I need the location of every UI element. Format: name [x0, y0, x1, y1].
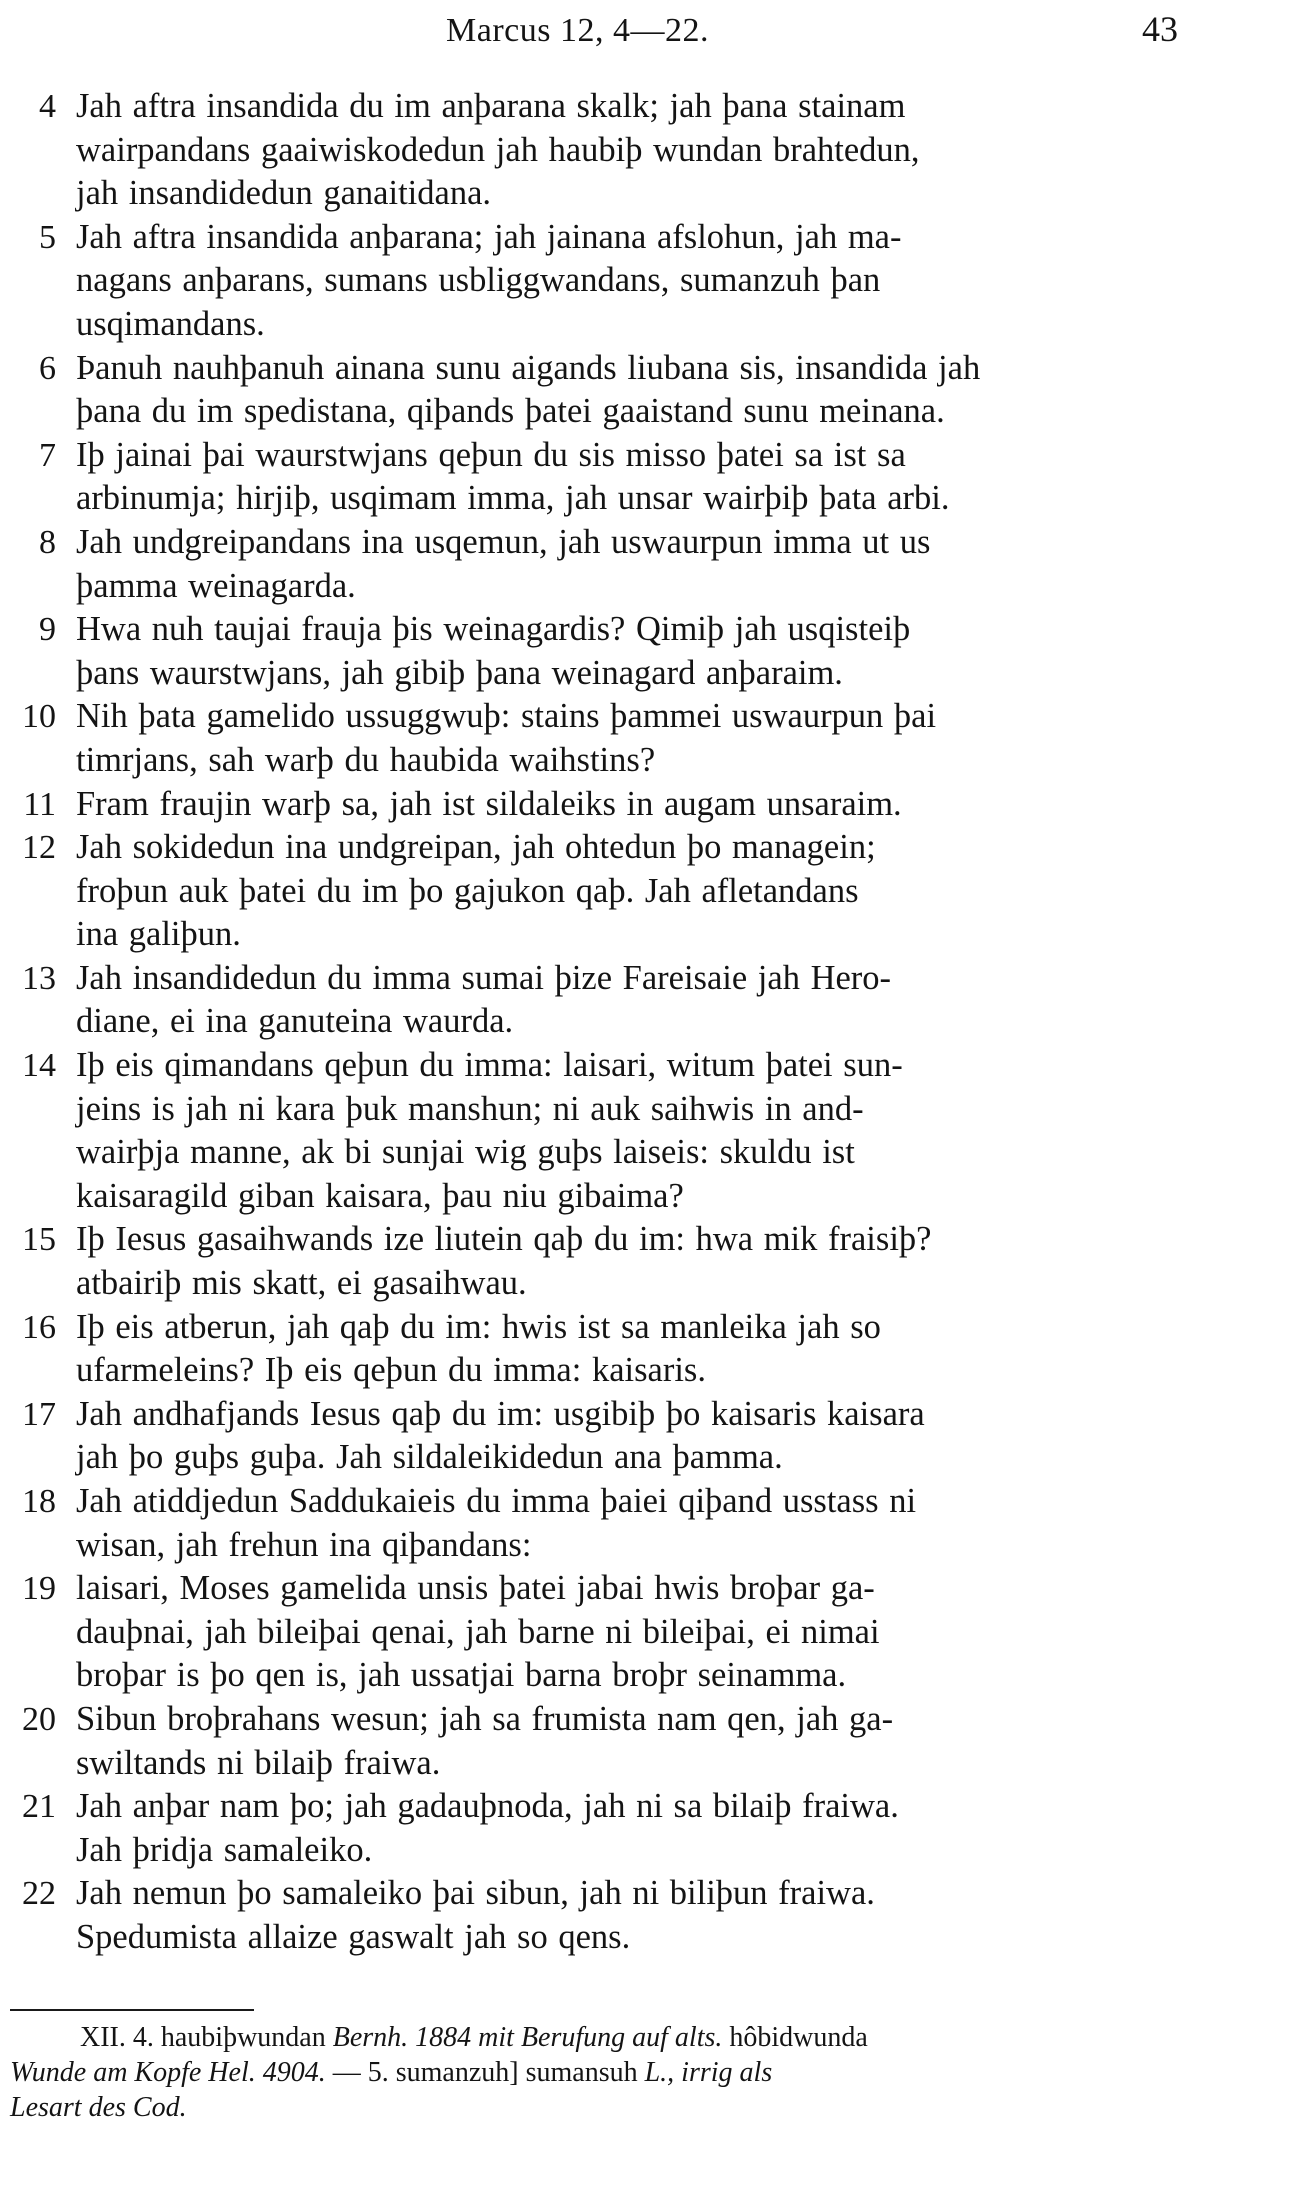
verse-text: Jah aftra insandida anþarana; jah jainana afslohun, jah ma- nagans anþarans, sumans usbliggwandans, sumanzuh þan usqimandans. [76, 217, 902, 343]
verse [0, 434, 1304, 521]
verse-text: Iþ eis qimandans qeþun du imma: laisari, witum þatei sun- jeins is jah ni kara þuk manshun; ni auk saihwis in and- wairþja manne, ak bi sunjai wig guþs laiseis: skuldu ist kaisaragild giban kaisara, þau niu gibaima? [76, 1046, 903, 1215]
verse [0, 608, 1304, 695]
verse-number: 10 [22, 698, 56, 736]
footnote-ref: XII. 4. [80, 2022, 154, 2053]
verse [0, 695, 1304, 782]
verse-number: 4 [39, 88, 56, 125]
footnote-attribution: Bernh. 1884 mit Berufung auf alts. [332, 2022, 723, 2053]
verse-number: 15 [22, 1221, 56, 1259]
footnote-line [10, 2090, 1180, 2125]
verse-number: 6 [39, 349, 56, 387]
verse-text: Iþ Iesus gasaihwands ize liutein qaþ du im: hwa mik fraisiþ? atbairiþ mis skatt, ei gasaihwau. [76, 1220, 932, 1303]
verse-text: Hwa nuh taujai frauja þis weinagardis? Qimiþ jah usqisteiþ þans waurstwjans, jah gibiþ þana weinagard anþaraim. [76, 610, 911, 692]
footnote-attribution: L., irrig als [644, 2057, 773, 2088]
verse-number: 16 [22, 1308, 56, 1346]
verse-number: 9 [39, 611, 56, 649]
footnote-line [10, 2055, 1180, 2090]
footnote-divider [10, 2009, 254, 2011]
footnote-word: sumansuh [525, 2057, 638, 2088]
verse-text: Jah sokidedun ina undgreipan, jah ohtedun þo managein; froþun auk þatei du im þo gajukon qaþ. Jah afletandans ina galiþun. [76, 828, 876, 954]
page-number: 43 [1142, 9, 1178, 49]
verse-number: 14 [22, 1047, 56, 1085]
verse [0, 1306, 1304, 1393]
verse-text: Jah anþar nam þo; jah gadauþnoda, jah ni sa bilaiþ fraiwa. Jah þridja samaleiko. [76, 1787, 899, 1869]
footnote-word: hôbidwunda [729, 2022, 868, 2053]
verse [0, 347, 1304, 434]
verse-number: 7 [39, 436, 56, 474]
verse-number: 5 [39, 218, 56, 256]
verse [0, 1044, 1304, 1218]
verse-number: 22 [22, 1875, 56, 1913]
header-title: Marcus 12, 4—22. [446, 12, 709, 49]
footnote-word: haubiþwundan [160, 2022, 326, 2053]
verse-number: 21 [22, 1788, 56, 1826]
verse-text: Iþ jainai þai waurstwjans qeþun du sis misso þatei sa ist sa arbinumja; hirjiþ, usqimam imma, jah unsar wairþiþ þata arbi. [76, 435, 950, 518]
verse-text: laisari, Moses gamelida unsis þatei jabai hwis broþar ga- dauþnai, jah bileiþai qenai, jah barne ni bileiþai, ei nimai broþar is þo qen is, jah ussatjai barna broþr seinamma. [76, 1569, 880, 1695]
verse-number: 13 [22, 959, 56, 997]
verse [0, 85, 1304, 216]
verse-number: 8 [39, 523, 56, 561]
verse-number: 20 [22, 1700, 56, 1738]
verse-text: Jah aftra insandida du im anþarana skalk; jah þana stainam wairpandans gaaiwiskodedun jah haubiþ wundan brahtedun, jah insandidedun ganaitidana. [76, 87, 920, 213]
verse-text: Sibun broþrahans wesun; jah sa frumista nam qen, jah ga- swiltands ni bilaiþ fraiwa. [76, 1699, 894, 1782]
footnote-attribution: Lesart des Cod. [10, 2092, 187, 2123]
footnote-line [10, 2020, 1180, 2055]
verse-number: 11 [23, 785, 56, 823]
footnote-separator: — [332, 2057, 361, 2088]
verse [0, 1872, 1304, 1959]
verse-text: Jah andhafjands Iesus qaþ du im: usgibiþ þo kaisaris kaisara jah þo guþs guþa. Jah sildaleikidedun ana þamma. [76, 1394, 925, 1477]
verse-number: 19 [22, 1570, 56, 1608]
verse-text: Jah nemun þo samaleiko þai sibun, jah ni biliþun fraiwa. Spedumista allaize gaswalt jah so qens. [76, 1874, 875, 1956]
verse-number: 12 [22, 829, 56, 867]
verse-number: 18 [22, 1483, 56, 1520]
verse-text: Þanuh nauhþanuh ainana sunu aigands liubana sis, insandida jah þana du im spedistana, qiþands þatei gaaistand sunu meinana. [76, 348, 981, 431]
verse-list [0, 85, 1304, 1960]
verse-text: Fram fraujin warþ sa, jah ist sildaleiks in augam unsaraim. [76, 784, 902, 823]
verse [0, 216, 1304, 347]
verse [0, 1567, 1304, 1698]
verse-text: Iþ eis atberun, jah qaþ du im: hwis ist sa manleika jah so ufarmeleins? Iþ eis qeþun du imma: kaisaris. [76, 1307, 881, 1390]
verse [0, 826, 1304, 957]
verse [0, 1698, 1304, 1785]
footnote-ref: 5. [367, 2057, 389, 2088]
verse [0, 957, 1304, 1044]
verse [0, 1218, 1304, 1305]
running-header [0, 6, 1304, 62]
footnote-word: sumanzuh] [395, 2057, 519, 2088]
verse-number: 17 [22, 1395, 56, 1433]
footnote-attribution: Wunde am Kopfe Hel. 4904. [10, 2057, 326, 2088]
verse [0, 1393, 1304, 1480]
verse-text: Jah undgreipandans ina usqemun, jah uswaurpun imma ut us þamma weinagarda. [76, 522, 931, 605]
verse [0, 1480, 1304, 1567]
footnote [10, 2020, 1180, 2125]
verse [0, 783, 1304, 827]
verse-text: Jah atiddjedun Saddukaieis du imma þaiei qiþand usstass ni wisan, jah frehun ina qiþandans: [76, 1482, 917, 1564]
verse-text: Nih þata gamelido ussuggwuþ: stains þammei uswaurpun þai timrjans, sah warþ du haubida waihstins? [76, 697, 937, 779]
verse-text: Jah insandidedun du imma sumai þize Fareisaie jah Hero- diane, ei ina ganuteina waurda. [76, 958, 892, 1041]
verse [0, 521, 1304, 608]
verse [0, 1785, 1304, 1872]
